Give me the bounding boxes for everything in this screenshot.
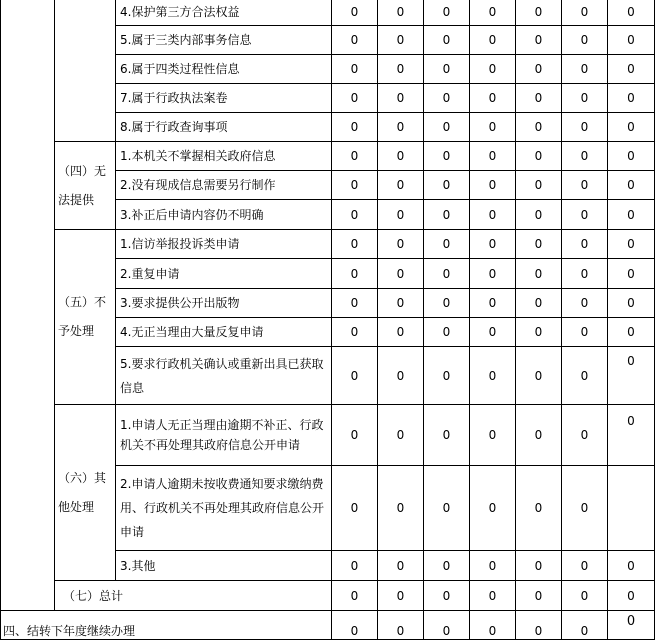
row-label: 4.保护第三方合法权益 (116, 0, 332, 26)
value-cell: 0 (470, 113, 516, 142)
value-cell: 0 (470, 347, 516, 405)
value-cell: 0 (516, 466, 562, 551)
row-label: 1.信访举报投诉类申请 (116, 230, 332, 259)
value-cell: 0 (516, 55, 562, 84)
value-cell: 0 (562, 347, 608, 405)
value-cell: 0 (516, 230, 562, 259)
row-label: （七）总计 (55, 581, 332, 611)
value-cell: 0 (424, 84, 470, 113)
value-cell: 0 (378, 466, 424, 551)
value-cell: 0 (516, 171, 562, 200)
value-cell: 0 (562, 113, 608, 142)
value-cell: 0 (424, 113, 470, 142)
value-cell: 0 (562, 200, 608, 230)
value-cell: 0 (424, 171, 470, 200)
table-row (1, 405, 655, 466)
value-cell: 0 (516, 318, 562, 347)
value-cell: 0 (424, 551, 470, 581)
value-cell: 0 (378, 318, 424, 347)
value-cell: 0 (378, 142, 424, 171)
row-label: 2.申请人逾期未按收费通知要求缴纳费用、行政机关不再处理其政府信息公开申请 (116, 466, 332, 551)
value-cell: 0 (562, 611, 608, 640)
value-cell: 0 (562, 55, 608, 84)
value-cell: 0 (332, 581, 378, 611)
value-cell: 0 (470, 466, 516, 551)
value-cell: 0 (516, 551, 562, 581)
value-cell: 0 (516, 581, 562, 611)
value-cell: 0 (378, 113, 424, 142)
value-cell: 0 (562, 318, 608, 347)
value-cell: 0 (516, 289, 562, 318)
value-cell: 0 (332, 26, 378, 55)
value-cell: 0 (562, 551, 608, 581)
value-cell: 0 (470, 171, 516, 200)
value-cell: 0 (470, 581, 516, 611)
row-label: 3.其他 (116, 551, 332, 581)
value-cell: 0 (516, 405, 562, 466)
value-cell: 0 (470, 611, 516, 640)
value-cell: 0 (562, 466, 608, 551)
value-cell: 0 (424, 230, 470, 259)
table-row-carryover (1, 611, 655, 640)
value-cell: 0 (424, 405, 470, 466)
value-cell: 0 (378, 611, 424, 640)
value-cell: 0 (562, 26, 608, 55)
value-cell: 0 (562, 230, 608, 259)
value-cell: 0 (332, 347, 378, 405)
value-cell: 0 (332, 171, 378, 200)
row-label: 3.要求提供公开出版物 (116, 289, 332, 318)
value-cell: 0 (562, 289, 608, 318)
row-label: 8.属于行政查询事项 (116, 113, 332, 142)
value-cell: 0 (516, 347, 562, 405)
table-row-total (1, 581, 655, 611)
row-label: 2.重复申请 (116, 259, 332, 289)
row-label: 5.属于三类内部事务信息 (116, 26, 332, 55)
value-cell: 0 (516, 113, 562, 142)
value-cell: 0 (516, 84, 562, 113)
table-row (1, 0, 655, 26)
value-cell: 0 (608, 55, 655, 84)
row-label: 6.属于四类过程性信息 (116, 55, 332, 84)
value-cell: 0 (562, 142, 608, 171)
value-cell: 0 (424, 142, 470, 171)
table-row (1, 142, 655, 171)
value-cell: 0 (378, 0, 424, 26)
value-cell: 0 (608, 318, 655, 347)
value-cell: 0 (608, 84, 655, 113)
value-cell: 0 (378, 84, 424, 113)
category-blank-cell (55, 0, 116, 142)
category-cell-no-provide: （四）无法提供 (55, 142, 116, 230)
value-cell: 0 (562, 84, 608, 113)
value-cell: 0 (424, 200, 470, 230)
value-cell: 0 (378, 405, 424, 466)
value-cell: 0 (332, 142, 378, 171)
value-cell: 0 (516, 611, 562, 640)
value-cell (608, 466, 655, 551)
category-cell-other-process: （六）其他处理 (55, 405, 116, 581)
value-cell: 0 (608, 142, 655, 171)
value-cell: 0 (608, 405, 655, 466)
value-cell: 0 (378, 289, 424, 318)
value-cell: 0 (332, 55, 378, 84)
value-cell: 0 (516, 0, 562, 26)
value-cell: 0 (470, 318, 516, 347)
value-cell: 0 (424, 289, 470, 318)
value-cell: 0 (332, 0, 378, 26)
value-cell: 0 (332, 113, 378, 142)
value-cell: 0 (424, 581, 470, 611)
value-cell: 0 (424, 466, 470, 551)
value-cell: 0 (332, 405, 378, 466)
value-cell: 0 (562, 259, 608, 289)
value-cell: 0 (608, 259, 655, 289)
value-cell: 0 (470, 26, 516, 55)
row-label: 2.没有现成信息需要另行制作 (116, 171, 332, 200)
value-cell: 0 (516, 26, 562, 55)
value-cell: 0 (562, 0, 608, 26)
value-cell: 0 (378, 230, 424, 259)
value-cell: 0 (562, 581, 608, 611)
value-cell: 0 (378, 581, 424, 611)
outer-blank-cell (1, 0, 55, 611)
value-cell: 0 (470, 259, 516, 289)
value-cell: 0 (608, 289, 655, 318)
value-cell: 0 (608, 171, 655, 200)
value-cell: 0 (608, 0, 655, 26)
value-cell: 0 (470, 230, 516, 259)
value-cell: 0 (378, 200, 424, 230)
value-cell: 0 (332, 551, 378, 581)
value-cell: 0 (332, 466, 378, 551)
value-cell: 0 (608, 113, 655, 142)
value-cell: 0 (424, 55, 470, 84)
value-cell: 0 (378, 347, 424, 405)
value-cell: 0 (378, 26, 424, 55)
value-cell: 0 (608, 581, 655, 611)
value-cell: 0 (332, 259, 378, 289)
row-label: 1.本机关不掌握相关政府信息 (116, 142, 332, 171)
row-label: 5.要求行政机关确认或重新出具已获取信息 (116, 347, 332, 405)
value-cell: 0 (378, 171, 424, 200)
value-cell: 0 (424, 0, 470, 26)
value-cell: 0 (424, 347, 470, 405)
value-cell: 0 (378, 55, 424, 84)
value-cell: 0 (470, 84, 516, 113)
value-cell: 0 (608, 200, 655, 230)
value-cell: 0 (562, 405, 608, 466)
value-cell: 0 (562, 171, 608, 200)
table-row (1, 230, 655, 259)
value-cell: 0 (470, 200, 516, 230)
value-cell: 0 (332, 200, 378, 230)
value-cell: 0 (332, 318, 378, 347)
row-label: 3.补正后申请内容仍不明确 (116, 200, 332, 230)
value-cell: 0 (608, 611, 655, 640)
value-cell: 0 (424, 26, 470, 55)
value-cell: 0 (470, 289, 516, 318)
value-cell: 0 (608, 551, 655, 581)
value-cell: 0 (516, 200, 562, 230)
row-label: 7.属于行政执法案卷 (116, 84, 332, 113)
value-cell: 0 (516, 142, 562, 171)
row-label: 1.申请人无正当理由逾期不补正、行政机关不再处理其政府信息公开申请 (116, 405, 332, 466)
value-cell: 0 (332, 84, 378, 113)
value-cell: 0 (378, 551, 424, 581)
value-cell: 0 (608, 230, 655, 259)
value-cell: 0 (332, 611, 378, 640)
value-cell: 0 (332, 289, 378, 318)
value-cell: 0 (608, 26, 655, 55)
value-cell: 0 (332, 230, 378, 259)
value-cell: 0 (378, 259, 424, 289)
category-cell-no-process: （五）不予处理 (55, 230, 116, 405)
value-cell: 0 (424, 318, 470, 347)
value-cell: 0 (516, 259, 562, 289)
value-cell: 0 (470, 55, 516, 84)
value-cell: 0 (424, 611, 470, 640)
row-label: 4.无正当理由大量反复申请 (116, 318, 332, 347)
value-cell: 0 (608, 347, 655, 405)
value-cell: 0 (470, 142, 516, 171)
row-label: 四、结转下年度继续办理 (1, 611, 332, 640)
value-cell: 0 (470, 405, 516, 466)
value-cell: 0 (470, 551, 516, 581)
value-cell: 0 (470, 0, 516, 26)
value-cell: 0 (424, 259, 470, 289)
